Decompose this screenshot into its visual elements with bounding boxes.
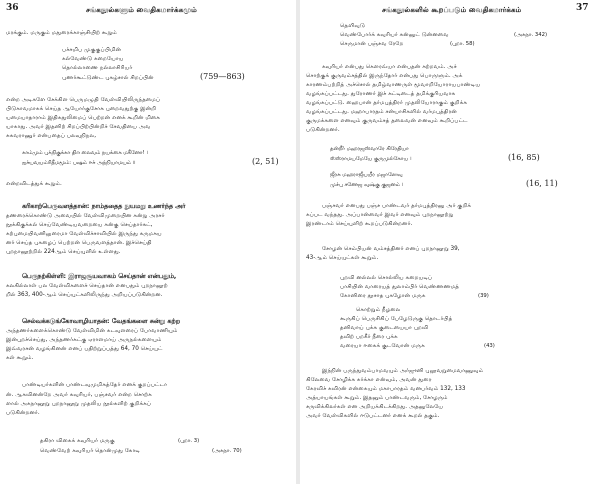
running-head: சங்கநூல்களில் கூறப்படும் வைதிகமார்க்கம்	[382, 5, 522, 14]
section-line: செல்வக்கடுங்கோவாழியாதன்: வேதங்களை சுன்று கற்ற	[22, 318, 180, 325]
citation: (புறா. 3)	[178, 438, 200, 444]
text-line: வழங்கப்பட்டது. துரோணர் இச் சுட்டிடைத் தமிக்குரியவாக	[306, 91, 456, 97]
verse-line: புணர்கூட்டுண்ட புகழ்சால் சிறப்பின்	[62, 75, 154, 81]
citation: (2, 51)	[252, 157, 279, 166]
verse-line: தொல்லாணை நல்லாசிரியர்	[62, 65, 133, 71]
text-line: கள் கூறும்.	[6, 355, 34, 361]
verse-line: தெளிவுடு	[340, 23, 365, 29]
text-line: நூக்கிகுக்கல் செய்வேண்டியவறையை சுன்கு செய்தார்கட்,	[6, 222, 153, 228]
citation: (அகநா. 70)	[212, 448, 242, 454]
running-head: சங்கநூல்களும் வைதிகமார்க்கமும்	[86, 5, 197, 14]
text-line: என்றவிடத்துக் கூறும்.	[6, 181, 62, 187]
text-line: தணரைக்கொண்டு அவையில் வேள்விமுறையின சுன்று அரசர்	[6, 213, 165, 219]
verse-line: பச்சமிப முகுகுப்பிமின்	[62, 47, 122, 53]
page-number: 36	[6, 3, 19, 13]
verse-line: கல்வேண்டு சுறையோய	[62, 56, 124, 62]
text-line: வழங்கப்பட்டு. ஹைபான் தர்மபுத்திரர் முதலியோராகும் குறிக்க	[306, 100, 467, 106]
text-line: மரக்கும். மருகும் மதுரைக்காஞ்சியிற் கூறும்	[6, 30, 117, 36]
verse-line: புறவி னல்லல் சொல்லிய கறையடிப்	[340, 275, 433, 281]
text-line: என்ற அடிகளே சேக்கிள பெருமழுதி வேள்வியிலிருந்தமைப்	[6, 97, 161, 103]
text-line: கவுரியர் என்பது கௌரவ்யா என்பதன் சுற்றவம். அச்	[322, 64, 457, 70]
verse-line: தகிரா விகைக் கவுரியர் மருகு	[40, 438, 115, 444]
text-line: புறநானூற்றில் 224ஆம் செய்யுளில் உள்ளது.	[6, 249, 121, 255]
verse-line: கோனிரை தூசாத புகழோன் மருக	[340, 293, 426, 299]
text-line: றில் 363, 400-ஆம் செய்யுட்களிலிருந்து அறியப்படுகின்றன.	[6, 292, 163, 298]
sanskrit-verse: ஐச்யவயம்ரிதீமமூம்: பஷம் ஈச் அந்நியாமயம் ॥	[22, 160, 136, 166]
sanskrit-verse: ஸ்ஸ்ராமயமேயே குருமுல்கோய ।	[330, 156, 412, 162]
text-line: படுகின்றனர்.	[306, 127, 340, 133]
citation: (16, 11)	[526, 179, 558, 188]
text-line: 43-ஆம் செய்யுட்கள் கூறும்.	[306, 255, 379, 261]
text-line: குருமக்களை எனவும் குருவம்சத் தலைவன் எனவும் கூறிப்பட்ட	[306, 118, 468, 124]
text-line: கப்பட வந்தது. அப்பான்வைர் இவர் எனவும் புறநானூற்று	[306, 212, 454, 218]
text-line: வழங்கப்பட்டது. மஹாபாரதம் சன்யாசிகளில் வர்மபுத்திரன்	[306, 109, 457, 115]
verse-line: தவிற் பறகீர் நீரை புக்க	[340, 334, 398, 340]
text-line: யாகாது. அவர் இதனிற் சிறப்பிற்பின்றிச் சேவதியை அவ	[6, 124, 151, 130]
verse-line: தனிவாய் புக்க குடையையா புறவி	[340, 325, 429, 331]
text-line: கலகில்லாள் பல வேள்விகளைச் செய்தான் எனபதும் புறநானூற்	[6, 283, 168, 289]
sanskrit-verse: தன்றீர் மஹரஜஸ்வாரே கிரேதியா	[330, 146, 409, 152]
text-line: சோழன் செம்பியன் வம்சத்தினர் எனப் புறநானூறு 39,	[322, 246, 460, 252]
text-line: பாண்டியர்களின் பாண்டவுமுமிகத்தேர் எனக் குறப்பட்டா	[22, 382, 168, 388]
text-line: பஞ்சவர் எனபது பஞ்ச பாண்டவர் தர்மபுத்திரனு அர் குறிக்	[322, 203, 471, 209]
left-page	[0, 0, 296, 484]
text-line: பிடுகாவமாசுக் செய்த ஆயோர்குசோக புறைவதுற்கு இன்றி	[6, 106, 157, 112]
page-number: 37	[576, 3, 589, 13]
verse-line: வெண்போர்க் கவுரியர் சுன்னுட் டுன்னவை	[340, 32, 449, 38]
text-line: சுகவராணுர் என்பதைப் பலவுநிநல,	[6, 133, 97, 139]
section-line: பெருநற்கிள்ளி: இராஜசூயவாகம் செய்தான் என்பதும்,	[22, 273, 177, 280]
citation: (அகநா. 342)	[514, 32, 548, 38]
verse-line: பாசியின் வாரையத் துலாம்பிர் வெண்ணணமத்	[340, 284, 459, 290]
text-line: கேரவிச் சுவிரன் என்கையும் மகாபாரதம் வனபர்வம் 132, 133	[306, 386, 466, 392]
text-line: யமையாதாராம் இதிசுதுலிமைப் பெற்றன் எனக் கூறின் மிகை	[6, 115, 160, 121]
verse-line: செருமான் பஞ்சவ ரேறே	[340, 41, 404, 47]
text-line: அத்யாயங்கள் கூறும். இதனும் பாண்டவரும், சோழரும்	[306, 395, 448, 401]
text-line: ன். ஆகவினன்றே அவர் கவுரியர், பஞ்சவர் என்ற சொற்க	[6, 392, 152, 398]
text-line: சருவிக்கிலர்கள் என அறியக்கிடக்கிறது. அதனுலேயே	[306, 404, 444, 410]
verse-line: கூருகிப் பெருசிகிப் பேழேடுருகு தொடர்பித்	[340, 316, 453, 322]
citation: (39)	[478, 293, 489, 299]
text-line: இரண்டாம் செய்யுளிற் கூறப்படுகின்றனர்.	[306, 221, 413, 227]
text-line: னர் செய்த புகழைப் பெற்றன் பெருவளத்தான். இச்செய்தி	[6, 240, 152, 246]
citation: (43)	[484, 343, 495, 349]
text-line: படுகின்றனர்.	[6, 410, 40, 416]
sanskrit-verse: ஜீரசு மஹராஜீயயீர மஜாஸேவு	[330, 172, 403, 178]
text-line: இவ்வரசன் வழங்கினன் எனப் பதிற்றுப்பத்து 64, 70 செய்யுட்	[6, 346, 163, 352]
text-line: இந்நின் பருந்துவம்பாமவயும் அர்ஜுனி புலூவறுமைவாணுவும்	[322, 368, 484, 374]
verse-line: வெண்வேற் கவுரியர் தொன்முது கோடி	[40, 448, 140, 454]
verse-line: கொற்றும் நீழலை	[356, 307, 401, 313]
text-line: காரணம்பற்றித் அச்சொல் தமிழ்வாணருள் மூவாறியோராயபாண்டிய	[306, 82, 481, 88]
right-page	[300, 0, 597, 484]
sanskrit-verse: காம்மும் புக்நிகுக்கா தி௱ லைவம் நயக்கை மகீனோ! ।	[22, 150, 149, 156]
verse-line: வரையா ஈகைக் குடவோன் மருக	[340, 343, 425, 349]
text-line: அந்தணர்களைக்கொண்டு வேள்விமின் கடவுளரைப் போவாணியும்	[6, 328, 178, 334]
text-line: சொற்குக் குருவம்சத்தில் இருந்தோர் என்பது பொருளும். அக்	[306, 73, 463, 79]
text-line: ளால் அகநானூறு புறநானூறு முதலிய நூல்களிற் குறிக்கப்	[6, 401, 151, 407]
text-line: கற்புமையிவனிலுரைமா வேள்விச்சாவியில் இருந்து கருமசுய	[6, 231, 162, 237]
text-line: கிலேவை சோழிக்க சுர்க்கா என்வும், அவன் துரை	[306, 377, 432, 383]
citation: (759—863)	[200, 72, 245, 81]
citation: (16, 85)	[508, 153, 540, 162]
section-line: கரிகாற்பெருவளத்தான்: நாம்ததைத நுயமறு உணர்ந்த அர்	[22, 203, 186, 210]
text-line: இன்புறச்செய்து, அந்தணர்கட்கு ஏராளமாய் அருநல்களையும்	[6, 337, 162, 343]
citation: (புறா. 58)	[450, 41, 475, 47]
text-line: அவர் வேள்விகளில் ஈடுபட்டனர் எனக் கூறல் தகும்.	[306, 413, 440, 419]
sanskrit-verse: முச்பு சணேஜ வுஷ்கு குஜனம் ।	[330, 182, 404, 188]
